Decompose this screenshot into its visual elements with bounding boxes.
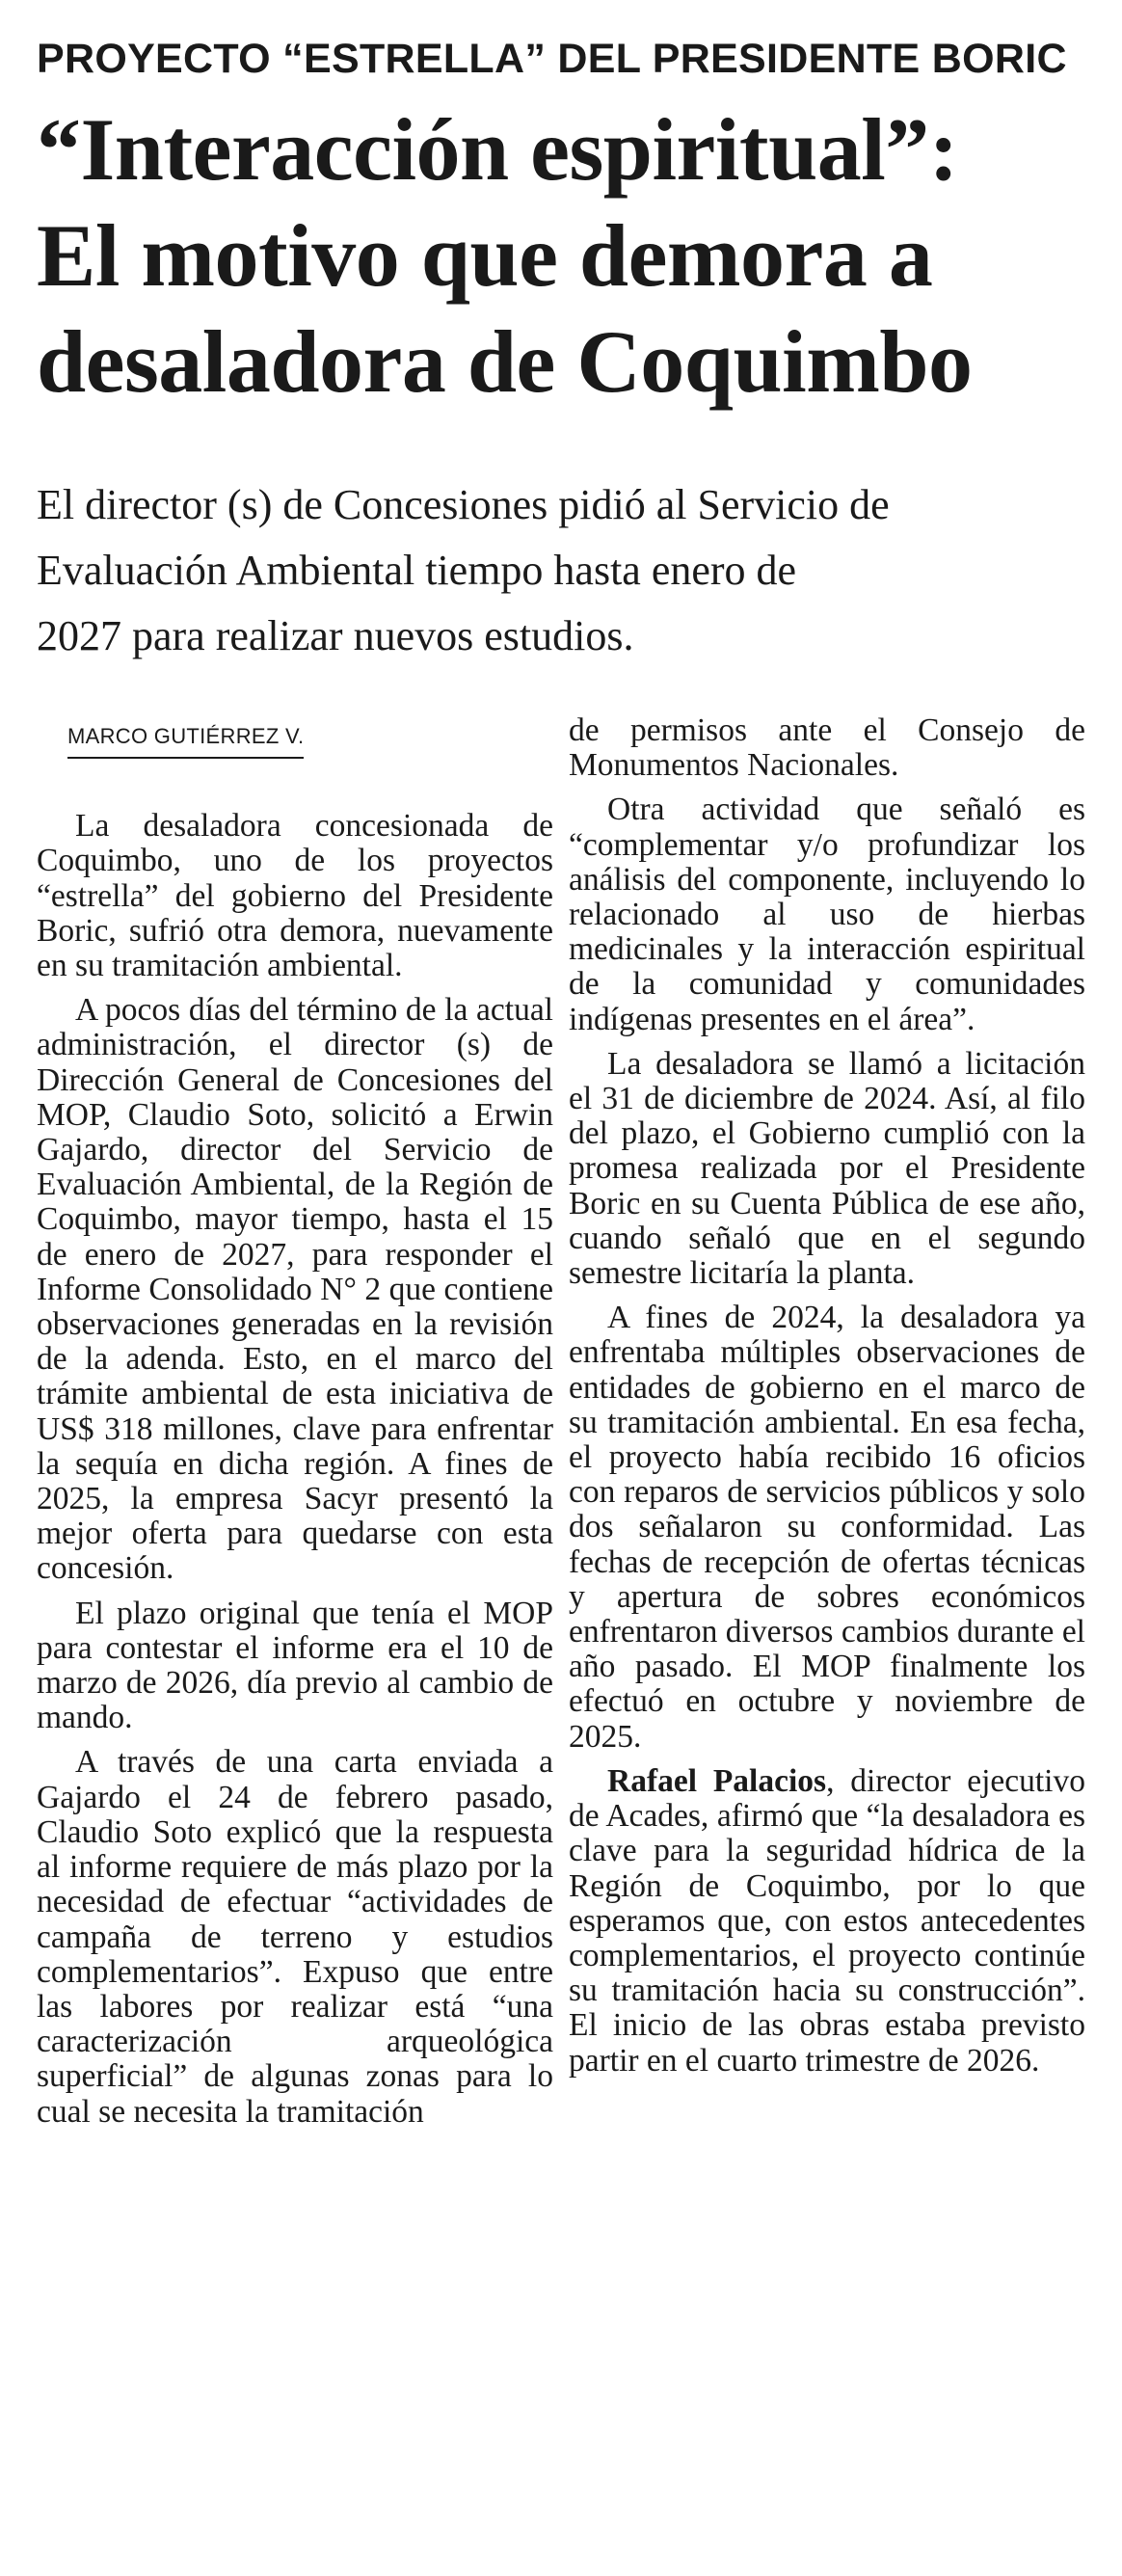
column-right: [569, 713, 1085, 2139]
paragraph-7: A fines de 2024, la desaladora ya enfrentaba múltiples observaciones de entidades de gobierno en el marco de su tramitación ambiental. En esa fecha, el proyecto había recibido 16 oficios con reparos de servicios públicos y solo dos señalaron su conformidad. Las fechas de recepción de ofertas técnicas y apertura de sobres económicos enfrentaron diversos cambios durante el año pasado. El MOP finalmente los efectuó en octubre y noviembre de 2025.: [569, 1300, 1085, 1755]
headline-line-3: desaladora de Coquimbo: [37, 312, 973, 411]
paragraph-4: A través de una carta enviada a Gajardo el 24 de febrero pasado, Claudio Soto explicó que la respuesta al informe requiere de más plazo por la necesidad de efectuar “actividades de campaña de terreno y estudios complementarios”. Expuso que entre las labores por realizar está “una caracterización arqueológica superficial” de algunas zonas para lo cual se necesita la tramitación: [37, 1744, 553, 2130]
article-body: [37, 713, 1085, 2139]
byline: MARCO GUTIÉRREZ V.: [67, 719, 304, 759]
paragraph-4-continued: de permisos ante el Consejo de Monumentos Nacionales.: [569, 712, 1085, 784]
lead-line-2: Evaluación Ambiental tiempo hasta enero de: [37, 547, 797, 594]
headline-line-2: El motivo que demora a: [37, 206, 933, 305]
headline-line-1: “Interacción espiritual”:: [37, 100, 958, 199]
column-left: [37, 713, 553, 2139]
paragraph-8: [569, 1764, 1085, 2079]
paragraph-1: La desaladora concesionada de Coquimbo, uno de los proyectos “estrella” del gobierno del Presidente Boric, sufrió otra demora, nuevamente en su tramitación ambiental.: [37, 808, 553, 984]
paragraph-2: A pocos días del término de la actual administración, el director (s) de Dirección General de Concesiones del MOP, Claudio Soto, solicitó a Erwin Gajardo, director del Servicio de Evaluación Ambiental, de la Región de Coquimbo, mayor tiempo, hasta el 15 de enero de 2027, para responder el Informe Consolidado N° 2 que contiene observaciones generadas en la revisión de la adenda. Esto, en el marco del trámite ambiental de esta iniciativa de US$ 318 millones, clave para enfrentar la sequía en dicha región. A fines de 2025, la empresa Sacyr presentó la mejor oferta para quedarse con esta concesión.: [37, 992, 553, 1587]
paragraph-5: Otra actividad que señaló es “complementar y/o profundizar los análisis del componente, incluyendo lo relacionado al uso de hierbas medicinales y la interacción espiritual de la comunidad y comunidades indígenas presentes en el área”.: [569, 792, 1085, 1037]
lead-line-3: 2027 para realizar nuevos estudios.: [37, 612, 634, 659]
quoted-person-name: Rafael Palacios: [607, 1762, 827, 1799]
lead-line-1: El director (s) de Concesiones pidió al Servicio de: [37, 481, 890, 528]
paragraph-3: El plazo original que tenía el MOP para contestar el informe era el 10 de marzo de 2026, día previo al cambio de mando.: [37, 1595, 553, 1736]
article-kicker: PROYECTO “ESTRELLA” DEL PRESIDENTE BORIC: [37, 36, 1067, 82]
paragraph-6: La desaladora se llamó a licitación el 31 de diciembre de 2024. Así, al filo del plazo, el Gobierno cumplió con la promesa realizada por el Presidente Boric en su Cuenta Pública de ese año, cuando señaló que en el segundo semestre licitaría la planta.: [569, 1045, 1085, 1292]
paragraph-8-text: , director ejecutivo de Acades, afirmó que “la desaladora es clave para la seguridad hídrica de la Región de Coquimbo, por lo que esperamos que, con estos antecedentes complementarios, el proyecto continúe su tramitación hacia su construcción”. El inicio de las obras estaba previsto partir en el cuarto trimestre de 2026.: [569, 1762, 1085, 2079]
article-headline: [37, 96, 1085, 415]
article-lead: [37, 472, 1085, 669]
